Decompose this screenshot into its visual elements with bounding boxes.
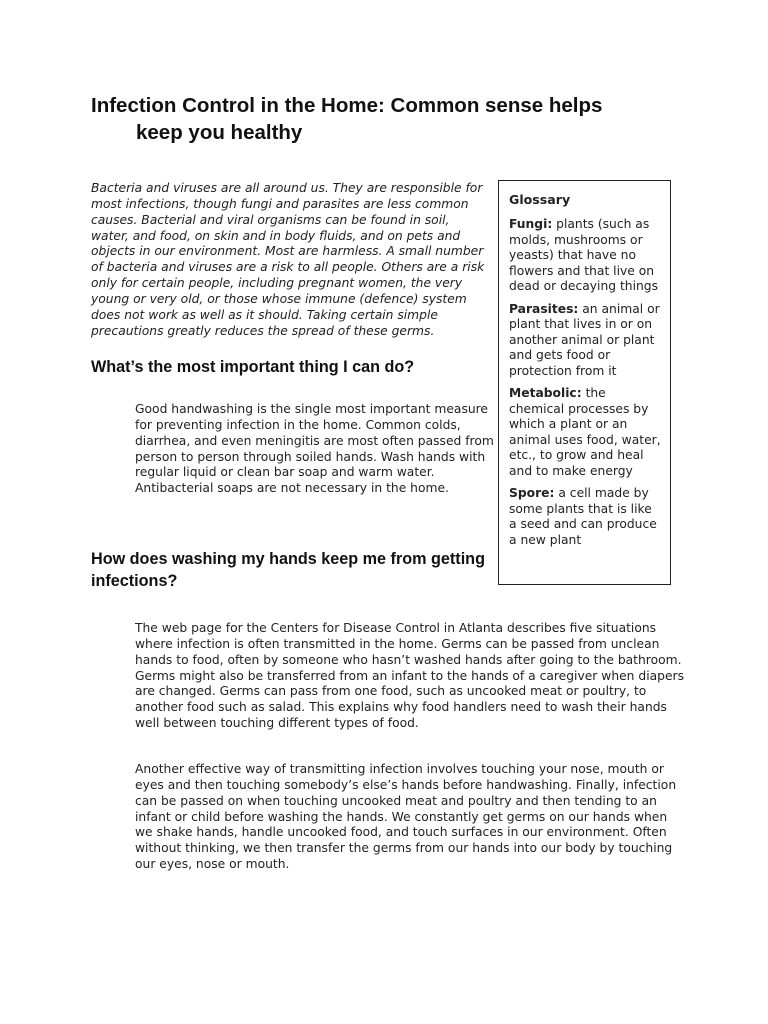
page-title: [91, 92, 691, 146]
glossary-entry-metabolic: [509, 386, 662, 479]
transmission-paragraph: Another effective way of transmitting infection involves touching your nose, mouth or eyes and then touching somebody’s else’s hands before handwashing. Finally, infection can be passed on when touching uncooked meat and poultry and then tending to an infant or child before washing the hands. We constantly get germs on our hands when we shake hands, handle uncooked food, and touch surfaces in our environment. Often without thinking, we then transfer the germs from our hands into our body by touching our eyes, nose or mouth.: [135, 762, 677, 872]
glossary-entry-fungi: [509, 217, 662, 295]
cdc-paragraph: The web page for the Centers for Disease Control in Atlanta describes five situations where infection is often transmitted in the home. Germs can be passed from unclean hands to food, often by someone who hasn’t washed hands after going to the bathroom. Germs might also be transferred from an infant to the hands of a caregiver when diapers are changed. Germs can pass from one food, such as uncooked meat or poultry, to another food such as salad. This explains why food handlers need to wash their hands well between touching different types of food.: [135, 621, 684, 731]
glossary-entry-spore: [509, 486, 662, 548]
section-heading-important: What’s the most important thing I can do?: [91, 358, 415, 376]
title-line-2: keep you healthy: [136, 121, 303, 144]
title-line-1: Infection Control in the Home: Common sense helps: [91, 94, 603, 117]
glossary-term: Parasites:: [509, 301, 579, 316]
glossary-definition: a cell made by some plants that is like a seed and can produce a new plant: [509, 486, 657, 547]
glossary-definition: plants (such as molds, mushrooms or yeasts) that have no flowers and that live on dead or decaying things: [509, 217, 659, 293]
handwashing-paragraph: Good handwashing is the single most important measure for preventing infection in the home. Common colds, diarrhea, and even meningitis are most often passed from person to person through soiled hands. Wash hands with regular liquid or clean bar soap and warm water. Antibacterial soaps are not necessary in the home.: [135, 402, 494, 496]
glossary-title: Glossary: [509, 192, 571, 207]
glossary-box: [498, 180, 671, 585]
glossary-term: Metabolic:: [509, 386, 582, 400]
intro-paragraph: Bacteria and viruses are all around us. They are responsible for most infections, though fungi and parasites are less common causes. Bacterial and viral organisms can be found in soil, water, and food, on skin and in body fluids, and on pets and objects in our environment. Most are harmless. A small number of bacteria and viruses are a risk to all people. Others are a risk only for certain people, including pregnant women, the very young or very old, or those whose immune (defence) system does not work as well as it should. Taking certain simple precautions greatly reduces the spread of these germs.: [91, 181, 485, 338]
glossary-term: Fungi:: [509, 217, 553, 231]
glossary-definition: an animal or plant that lives in or on another animal or plant and gets food or protection from it: [509, 301, 660, 378]
section-heading-washing: How does washing my hands keep me from getting infections?: [91, 550, 485, 590]
glossary-definition: the chemical processes by which a plant or an animal uses food, water, etc., to grow and heal and to make energy: [509, 386, 661, 478]
glossary-term: Spore:: [509, 486, 555, 500]
glossary-entry-parasites: [509, 302, 662, 380]
